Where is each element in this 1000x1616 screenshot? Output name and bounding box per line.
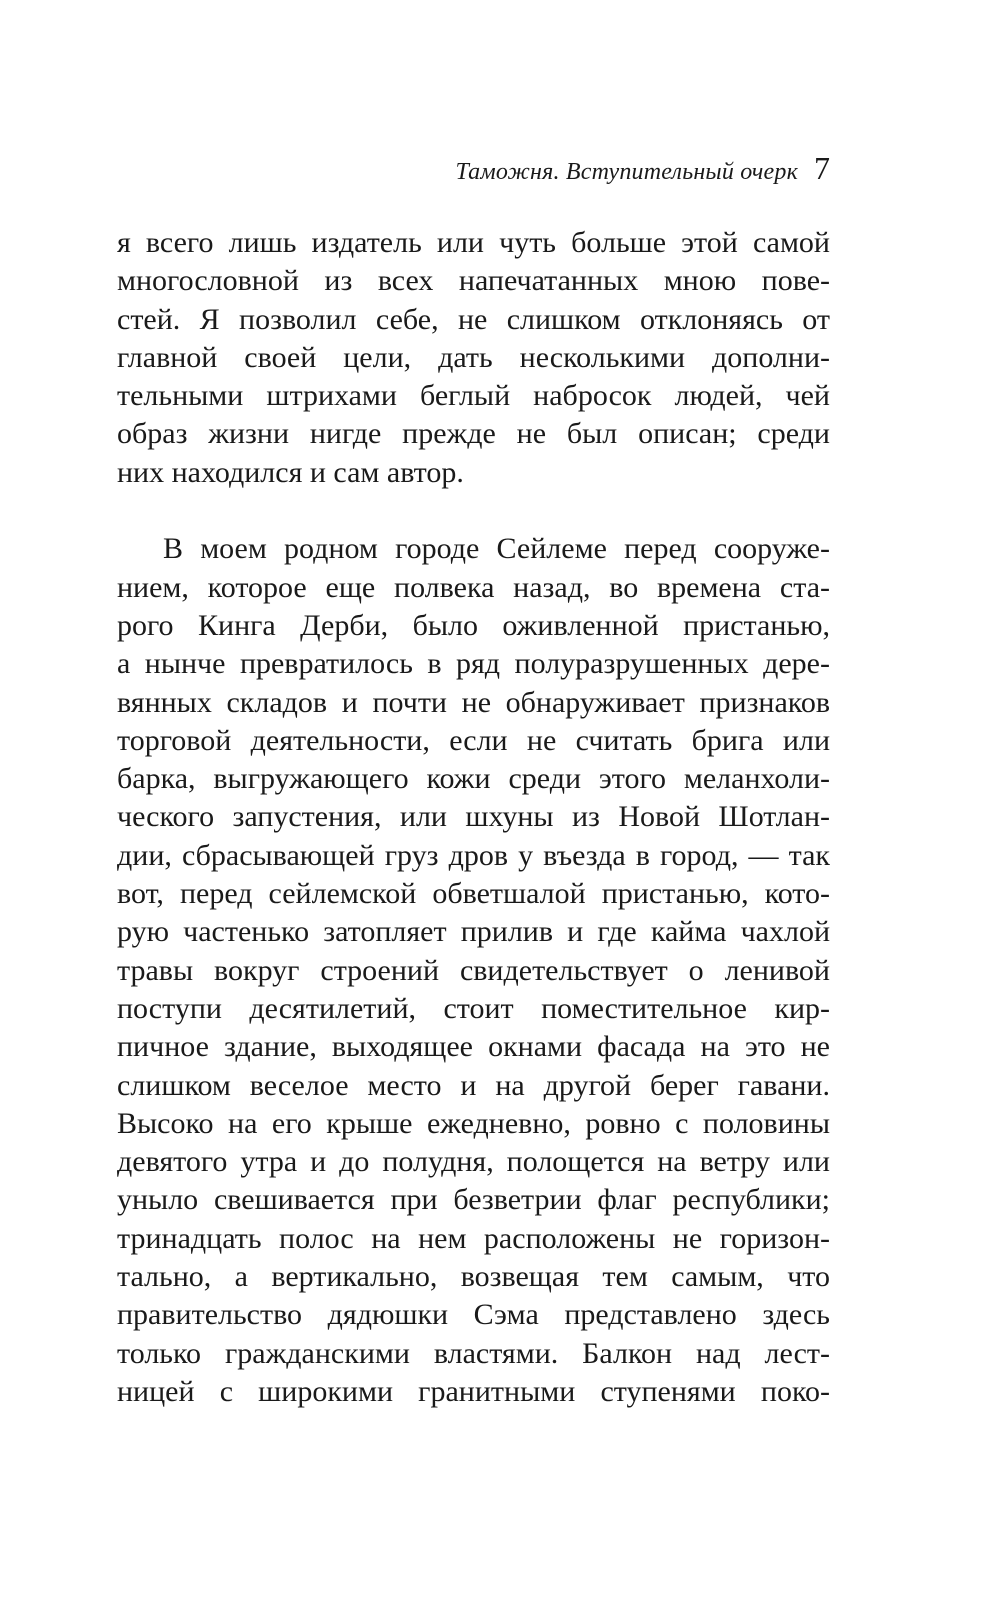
- text-line: вянных складов и почти не обнаруживает признаков: [117, 685, 830, 719]
- text-line: В моем родном городе Сейлеме перед сооруже-: [163, 532, 830, 566]
- paragraph-gap: [117, 492, 830, 530]
- text-line: девятого утра и до полудня, полощется на ветру или: [117, 1145, 830, 1179]
- paragraph-1: [117, 224, 830, 492]
- text-line: рую частенько затопляет прилив и где кайма чахлой: [117, 915, 830, 949]
- text-line: я всего лишь издатель или чуть больше этой самой: [117, 226, 830, 259]
- text-line: многословной из всех напечатанных мною пове-: [117, 264, 830, 298]
- text-line: стей. Я позволил себе, не слишком отклоняясь от: [117, 302, 830, 336]
- text-line: Высоко на его крыше ежедневно, ровно с половины: [117, 1106, 830, 1140]
- text-line: торговой деятельности, если не считать брига или: [117, 723, 830, 757]
- text-line: главной своей цели, дать несколькими дополни-: [117, 340, 830, 374]
- text-line: образ жизни нигде прежде не был описан; среди: [117, 417, 830, 451]
- text-line: только гражданскими властями. Балкон над лест-: [117, 1336, 830, 1370]
- text-line: тринадцать полос на нем расположены не горизон-: [117, 1221, 830, 1255]
- text-line: а нынче превратилось в ряд полуразрушенных дере-: [117, 647, 830, 681]
- running-header: [455, 150, 830, 187]
- text-line: рого Кинга Дерби, было оживленной пристанью,: [117, 608, 830, 642]
- text-line: тально, а вертикально, возвещая тем самым, что: [117, 1260, 830, 1294]
- text-line: ческого запустения, или шхуны из Новой Шотлан-: [117, 800, 830, 834]
- text-line: тельными штрихами беглый набросок людей, чей: [117, 379, 830, 413]
- text-line: вот, перед сейлемской обветшалой пристанью, кото-: [117, 877, 830, 911]
- text-line: правительство дядюшки Сэма представлено здесь: [117, 1298, 830, 1332]
- text-line: поступи десятилетий, стоит поместительное кир-: [117, 991, 830, 1025]
- text-line: ницей с широкими гранитными ступенями поко-: [117, 1374, 830, 1408]
- text-line: уныло свешивается при безветрии флаг республики;: [117, 1183, 830, 1217]
- page-number: 7: [814, 150, 830, 186]
- text-line: нием, которое еще полвека назад, во времена ста-: [117, 570, 830, 604]
- text-line: слишком веселое место и на другой берег гавани.: [117, 1068, 830, 1102]
- text-line: пичное здание, выходящее окнами фасада на это не: [117, 1030, 830, 1064]
- text-line: них находился и сам автор.: [117, 455, 464, 489]
- running-title: Таможня. Вступительный очерк: [455, 159, 798, 185]
- text-line: травы вокруг строений свидетельствует о ленивой: [117, 953, 830, 987]
- body-text: [117, 224, 830, 1411]
- text-line: дии, сбрасывающей груз дров у въезда в город, — так: [117, 838, 830, 872]
- text-line: барка, выгружающего кожи среди этого меланхоли-: [117, 762, 830, 796]
- paragraph-2: [117, 530, 830, 1411]
